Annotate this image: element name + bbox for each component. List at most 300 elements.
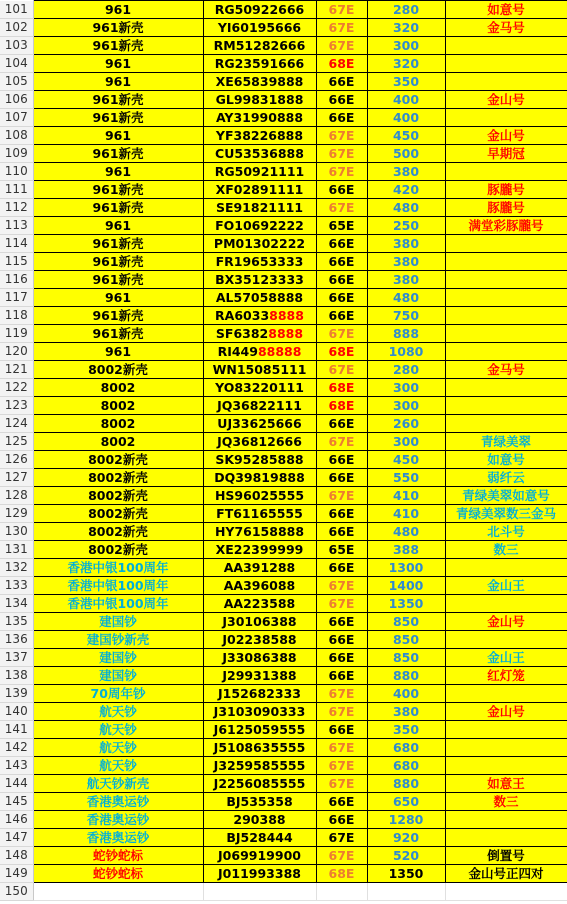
cell-type[interactable]: 961 [33,289,203,307]
row-header[interactable]: 110 [0,163,33,181]
row-header[interactable]: 123 [0,397,33,415]
cell-note[interactable]: 早期冠 [445,145,567,163]
cell-type[interactable]: 961 [33,163,203,181]
cell-grade[interactable]: 65E [316,541,367,559]
cell-grade[interactable]: 67E [316,1,367,19]
cell-type[interactable]: 961新壳 [33,307,203,325]
cell-note[interactable] [445,559,567,577]
cell-serial[interactable] [203,541,316,559]
cell-price[interactable]: 920 [367,829,445,847]
row-header[interactable]: 143 [0,757,33,775]
cell-price[interactable]: 250 [367,217,445,235]
cell-note[interactable] [445,721,567,739]
row-header[interactable]: 127 [0,469,33,487]
cell-serial[interactable] [203,739,316,757]
cell-note[interactable] [445,235,567,253]
cell-serial[interactable] [203,505,316,523]
cell-note[interactable] [445,325,567,343]
cell-grade[interactable]: 65E [316,217,367,235]
cell-grade[interactable]: 66E [316,181,367,199]
cell-serial[interactable] [203,73,316,91]
cell-grade[interactable]: 66E [316,811,367,829]
cell-price[interactable]: 388 [367,541,445,559]
cell-note[interactable] [445,55,567,73]
cell-type[interactable]: 香港中银100周年 [33,577,203,595]
row-header[interactable]: 145 [0,793,33,811]
cell-serial[interactable] [203,217,316,235]
cell-price[interactable]: 380 [367,163,445,181]
cell-note[interactable]: 弱纤云 [445,469,567,487]
row-header[interactable]: 107 [0,109,33,127]
cell-type[interactable]: 香港奥运钞 [33,829,203,847]
row-header[interactable]: 137 [0,649,33,667]
cell-grade[interactable]: 67E [316,847,367,865]
cell-type[interactable]: 961 [33,217,203,235]
cell-type[interactable]: 航天钞 [33,739,203,757]
cell-serial[interactable] [203,667,316,685]
row-header[interactable]: 141 [0,721,33,739]
cell-note[interactable] [445,307,567,325]
cell-price[interactable]: 400 [367,91,445,109]
row-header[interactable]: 114 [0,235,33,253]
row-header[interactable]: 147 [0,829,33,847]
cell-type[interactable]: 香港奥运钞 [33,793,203,811]
cell-price[interactable]: 350 [367,73,445,91]
row-header[interactable]: 125 [0,433,33,451]
cell-type[interactable]: 961新壳 [33,235,203,253]
cell-grade[interactable]: 66E [316,667,367,685]
row-header[interactable]: 105 [0,73,33,91]
cell-price[interactable]: 888 [367,325,445,343]
cell-note[interactable] [445,757,567,775]
cell-grade[interactable]: 68E [316,55,367,73]
cell-type[interactable]: 961新壳 [33,271,203,289]
cell-price[interactable]: 410 [367,487,445,505]
cell-note[interactable] [445,829,567,847]
cell-note[interactable] [445,739,567,757]
cell-serial[interactable] [203,109,316,127]
cell-note[interactable] [445,163,567,181]
row-header[interactable]: 135 [0,613,33,631]
cell-serial[interactable] [203,1,316,19]
cell-note[interactable] [445,415,567,433]
cell-serial[interactable] [203,613,316,631]
cell-price[interactable]: 480 [367,523,445,541]
cell-note[interactable]: 北斗号 [445,523,567,541]
cell-type[interactable]: 香港奥运钞 [33,811,203,829]
cell-type[interactable]: 961新壳 [33,253,203,271]
cell-price[interactable]: 880 [367,775,445,793]
cell-grade[interactable]: 68E [316,397,367,415]
cell-serial[interactable] [203,253,316,271]
row-header[interactable]: 102 [0,19,33,37]
cell-note[interactable] [445,343,567,361]
row-header[interactable]: 144 [0,775,33,793]
cell-price[interactable]: 400 [367,685,445,703]
cell-type[interactable]: 961新壳 [33,181,203,199]
cell-type[interactable]: 建国钞 [33,667,203,685]
cell-price[interactable]: 680 [367,757,445,775]
cell-price[interactable]: 650 [367,793,445,811]
cell-note[interactable] [445,811,567,829]
cell-price[interactable]: 260 [367,415,445,433]
cell-serial[interactable] [203,559,316,577]
cell-price[interactable]: 300 [367,379,445,397]
cell-note[interactable]: 金山王 [445,649,567,667]
cell-note[interactable] [445,37,567,55]
cell-serial[interactable] [203,865,316,883]
cell-type[interactable]: 8002新壳 [33,469,203,487]
row-header[interactable]: 136 [0,631,33,649]
cell-type[interactable]: 建国钞 [33,613,203,631]
cell-grade[interactable]: 66E [316,505,367,523]
row-header[interactable]: 138 [0,667,33,685]
cell-grade[interactable]: 66E [316,649,367,667]
cell-grade[interactable]: 66E [316,523,367,541]
cell-grade[interactable]: 68E [316,865,367,883]
cell-grade[interactable]: 67E [316,145,367,163]
cell-type[interactable]: 香港中银100周年 [33,595,203,613]
cell-type[interactable]: 8002新壳 [33,541,203,559]
cell-grade[interactable]: 66E [316,559,367,577]
cell-type[interactable]: 航天钞 [33,703,203,721]
cell-grade[interactable]: 66E [316,73,367,91]
cell-note[interactable]: 满堂彩豚朧号 [445,217,567,235]
cell-type[interactable]: 961新壳 [33,37,203,55]
cell-type[interactable]: 8002新壳 [33,505,203,523]
cell-type[interactable]: 961 [33,343,203,361]
cell-grade[interactable]: 67E [316,829,367,847]
row-header[interactable]: 132 [0,559,33,577]
cell-price[interactable]: 410 [367,505,445,523]
cell-serial[interactable] [203,37,316,55]
row-header[interactable]: 146 [0,811,33,829]
cell-price[interactable]: 320 [367,55,445,73]
cell-serial[interactable] [203,415,316,433]
cell-grade[interactable]: 67E [316,325,367,343]
row-header[interactable]: 106 [0,91,33,109]
cell-serial[interactable] [203,847,316,865]
cell-grade[interactable]: 67E [316,577,367,595]
cell-type[interactable]: 961新壳 [33,91,203,109]
empty-cell[interactable] [203,883,316,901]
cell-type[interactable]: 961新壳 [33,19,203,37]
cell-price[interactable]: 450 [367,127,445,145]
cell-serial[interactable] [203,595,316,613]
row-header[interactable]: 126 [0,451,33,469]
row-header[interactable]: 113 [0,217,33,235]
cell-grade[interactable]: 67E [316,199,367,217]
cell-type[interactable]: 8002新壳 [33,361,203,379]
cell-type[interactable]: 航天钞 [33,721,203,739]
cell-grade[interactable]: 68E [316,379,367,397]
cell-grade[interactable]: 66E [316,235,367,253]
row-header[interactable]: 142 [0,739,33,757]
row-header[interactable]: 133 [0,577,33,595]
cell-price[interactable]: 550 [367,469,445,487]
cell-type[interactable]: 香港中银100周年 [33,559,203,577]
cell-type[interactable]: 961新壳 [33,199,203,217]
empty-cell[interactable] [316,883,367,901]
cell-note[interactable]: 青绿美翠 [445,433,567,451]
cell-grade[interactable]: 67E [316,361,367,379]
cell-grade[interactable]: 66E [316,307,367,325]
cell-price[interactable]: 380 [367,235,445,253]
row-header[interactable]: 109 [0,145,33,163]
cell-price[interactable]: 1080 [367,343,445,361]
cell-serial[interactable] [203,649,316,667]
cell-price[interactable]: 380 [367,271,445,289]
cell-type[interactable]: 8002新壳 [33,487,203,505]
cell-price[interactable]: 850 [367,613,445,631]
cell-note[interactable]: 青绿美翠如意号 [445,487,567,505]
row-header[interactable]: 108 [0,127,33,145]
cell-serial[interactable] [203,379,316,397]
cell-price[interactable]: 1350 [367,595,445,613]
row-header[interactable]: 119 [0,325,33,343]
cell-grade[interactable]: 66E [316,415,367,433]
cell-note[interactable] [445,271,567,289]
cell-note[interactable]: 金马号 [445,361,567,379]
cell-serial[interactable] [203,289,316,307]
cell-note[interactable] [445,73,567,91]
cell-type[interactable]: 蛇钞蛇标 [33,865,203,883]
cell-serial[interactable] [203,775,316,793]
cell-serial[interactable] [203,325,316,343]
row-header[interactable]: 101 [0,1,33,19]
cell-type[interactable]: 8002 [33,379,203,397]
cell-grade[interactable]: 66E [316,271,367,289]
cell-price[interactable]: 500 [367,145,445,163]
cell-note[interactable]: 金山号 [445,127,567,145]
cell-price[interactable]: 420 [367,181,445,199]
cell-type[interactable]: 建国钞新壳 [33,631,203,649]
cell-price[interactable]: 1350 [367,865,445,883]
row-header[interactable]: 134 [0,595,33,613]
cell-price[interactable]: 300 [367,37,445,55]
cell-price[interactable]: 680 [367,739,445,757]
row-header[interactable]: 104 [0,55,33,73]
row-header[interactable]: 112 [0,199,33,217]
cell-serial[interactable] [203,433,316,451]
cell-note[interactable]: 红灯笼 [445,667,567,685]
row-header[interactable]: 139 [0,685,33,703]
cell-price[interactable]: 520 [367,847,445,865]
cell-serial[interactable] [203,397,316,415]
cell-grade[interactable]: 67E [316,433,367,451]
cell-serial[interactable] [203,577,316,595]
cell-price[interactable]: 300 [367,397,445,415]
cell-serial[interactable] [203,757,316,775]
cell-note[interactable]: 如意号 [445,451,567,469]
cell-note[interactable] [445,379,567,397]
cell-grade[interactable]: 67E [316,19,367,37]
cell-note[interactable] [445,109,567,127]
cell-type[interactable]: 8002新壳 [33,451,203,469]
cell-price[interactable]: 850 [367,631,445,649]
cell-serial[interactable] [203,181,316,199]
row-header[interactable]: 150 [0,883,33,901]
cell-serial[interactable] [203,199,316,217]
cell-serial[interactable] [203,235,316,253]
cell-note[interactable]: 倒置号 [445,847,567,865]
cell-grade[interactable]: 68E [316,343,367,361]
cell-grade[interactable]: 67E [316,37,367,55]
cell-type[interactable]: 961 [33,127,203,145]
cell-price[interactable]: 850 [367,649,445,667]
cell-grade[interactable]: 66E [316,469,367,487]
cell-price[interactable]: 450 [367,451,445,469]
cell-grade[interactable]: 66E [316,613,367,631]
cell-serial[interactable] [203,271,316,289]
cell-price[interactable]: 400 [367,109,445,127]
cell-grade[interactable]: 67E [316,163,367,181]
cell-type[interactable]: 961新壳 [33,325,203,343]
cell-serial[interactable] [203,523,316,541]
cell-note[interactable]: 金山号正四对 [445,865,567,883]
cell-serial[interactable] [203,721,316,739]
cell-grade[interactable]: 67E [316,757,367,775]
cell-note[interactable]: 数三 [445,793,567,811]
empty-cell[interactable] [33,883,203,901]
cell-serial[interactable] [203,19,316,37]
cell-serial[interactable] [203,829,316,847]
cell-type[interactable]: 8002 [33,415,203,433]
cell-type[interactable]: 961 [33,73,203,91]
cell-price[interactable]: 480 [367,199,445,217]
cell-price[interactable]: 1280 [367,811,445,829]
cell-grade[interactable]: 66E [316,91,367,109]
row-header[interactable]: 122 [0,379,33,397]
cell-note[interactable]: 青绿美翠数三金马 [445,505,567,523]
cell-serial[interactable] [203,361,316,379]
cell-price[interactable]: 480 [367,289,445,307]
cell-note[interactable] [445,595,567,613]
cell-note[interactable]: 如意号 [445,1,567,19]
row-header[interactable]: 149 [0,865,33,883]
cell-serial[interactable] [203,55,316,73]
cell-serial[interactable] [203,163,316,181]
row-header[interactable]: 121 [0,361,33,379]
cell-serial[interactable] [203,811,316,829]
cell-note[interactable]: 金山王 [445,577,567,595]
cell-type[interactable]: 961 [33,1,203,19]
cell-grade[interactable]: 67E [316,685,367,703]
row-header[interactable]: 124 [0,415,33,433]
cell-grade[interactable]: 67E [316,703,367,721]
cell-serial[interactable] [203,451,316,469]
row-header[interactable]: 116 [0,271,33,289]
cell-type[interactable]: 8002 [33,397,203,415]
cell-serial[interactable] [203,631,316,649]
cell-serial[interactable] [203,307,316,325]
row-header[interactable]: 128 [0,487,33,505]
cell-type[interactable]: 961新壳 [33,109,203,127]
row-header[interactable]: 140 [0,703,33,721]
cell-note[interactable] [445,253,567,271]
cell-price[interactable]: 1300 [367,559,445,577]
cell-serial[interactable] [203,685,316,703]
row-header[interactable]: 103 [0,37,33,55]
cell-price[interactable]: 280 [367,361,445,379]
row-header[interactable]: 111 [0,181,33,199]
cell-serial[interactable] [203,343,316,361]
cell-grade[interactable]: 67E [316,595,367,613]
cell-note[interactable]: 金马号 [445,19,567,37]
row-header[interactable]: 117 [0,289,33,307]
cell-price[interactable]: 750 [367,307,445,325]
row-header[interactable]: 131 [0,541,33,559]
cell-grade[interactable]: 67E [316,775,367,793]
cell-type[interactable]: 8002新壳 [33,523,203,541]
cell-type[interactable]: 蛇钞蛇标 [33,847,203,865]
cell-grade[interactable]: 66E [316,721,367,739]
empty-cell[interactable] [445,883,567,901]
cell-note[interactable] [445,289,567,307]
cell-grade[interactable]: 66E [316,253,367,271]
cell-serial[interactable] [203,145,316,163]
row-header[interactable]: 130 [0,523,33,541]
cell-price[interactable]: 380 [367,253,445,271]
cell-type[interactable]: 70周年钞 [33,685,203,703]
cell-note[interactable]: 豚朧号 [445,199,567,217]
cell-note[interactable] [445,685,567,703]
cell-note[interactable]: 如意王 [445,775,567,793]
cell-grade[interactable]: 66E [316,109,367,127]
cell-price[interactable]: 880 [367,667,445,685]
cell-grade[interactable]: 67E [316,487,367,505]
cell-note[interactable] [445,397,567,415]
row-header[interactable]: 120 [0,343,33,361]
cell-note[interactable]: 数三 [445,541,567,559]
cell-grade[interactable]: 66E [316,451,367,469]
row-header[interactable]: 115 [0,253,33,271]
cell-price[interactable]: 280 [367,1,445,19]
cell-note[interactable]: 金山号 [445,91,567,109]
cell-type[interactable]: 961 [33,55,203,73]
cell-note[interactable]: 金山号 [445,613,567,631]
cell-type[interactable]: 建国钞 [33,649,203,667]
row-header[interactable]: 148 [0,847,33,865]
cell-serial[interactable] [203,793,316,811]
cell-serial[interactable] [203,487,316,505]
cell-grade[interactable]: 66E [316,793,367,811]
cell-note[interactable]: 豚朧号 [445,181,567,199]
cell-serial[interactable] [203,703,316,721]
row-header[interactable]: 129 [0,505,33,523]
cell-note[interactable] [445,631,567,649]
cell-price[interactable]: 1400 [367,577,445,595]
cell-serial[interactable] [203,127,316,145]
cell-type[interactable]: 航天钞新壳 [33,775,203,793]
row-header[interactable]: 118 [0,307,33,325]
cell-serial[interactable] [203,91,316,109]
cell-type[interactable]: 8002 [33,433,203,451]
cell-type[interactable]: 航天钞 [33,757,203,775]
cell-price[interactable]: 380 [367,703,445,721]
cell-grade[interactable]: 67E [316,127,367,145]
cell-grade[interactable]: 66E [316,631,367,649]
cell-grade[interactable]: 67E [316,739,367,757]
cell-grade[interactable]: 66E [316,289,367,307]
cell-price[interactable]: 300 [367,433,445,451]
cell-serial[interactable] [203,469,316,487]
cell-price[interactable]: 320 [367,19,445,37]
cell-price[interactable]: 350 [367,721,445,739]
cell-note[interactable]: 金山号 [445,703,567,721]
empty-cell[interactable] [367,883,445,901]
cell-type[interactable]: 961新壳 [33,145,203,163]
